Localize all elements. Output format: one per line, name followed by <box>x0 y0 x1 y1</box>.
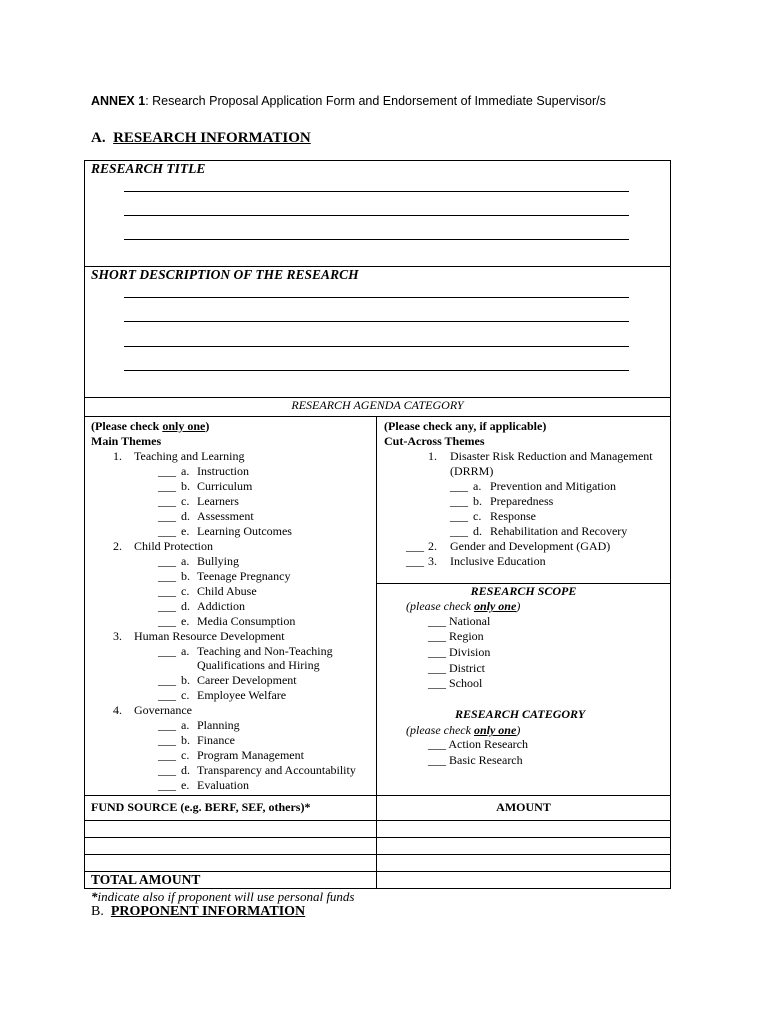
check-blank[interactable]: ___ <box>450 524 468 538</box>
check-blank[interactable]: ___ <box>158 464 176 478</box>
section-b-letter: B. <box>91 904 104 919</box>
item-letter: d. <box>181 599 190 613</box>
item-letter: a. <box>181 718 190 732</box>
theme-label: Child Protection <box>134 539 213 553</box>
check-blank[interactable]: ___ <box>158 644 176 658</box>
short-description-label: SHORT DESCRIPTION OF THE RESEARCH <box>91 267 359 282</box>
check-blank[interactable]: ___ <box>406 554 424 568</box>
check-blank[interactable]: ___ <box>158 763 176 777</box>
check-blank[interactable]: ___ <box>158 718 176 732</box>
theme-number: 4. <box>113 703 122 717</box>
item-label: Curriculum <box>197 479 253 493</box>
item-letter: a. <box>181 644 190 658</box>
amount-cell[interactable] <box>377 838 670 853</box>
item-label: Planning <box>197 718 240 732</box>
research-category-instruction: (please check only one) <box>406 723 521 737</box>
item-letter: c. <box>181 748 190 762</box>
item-letter: c. <box>181 688 190 702</box>
check-blank[interactable]: ___ <box>158 509 176 523</box>
main-themes-heading: Main Themes <box>91 434 162 448</box>
theme-label: Human Resource Development <box>134 629 285 643</box>
scope-option-district[interactable]: ___ District <box>428 661 485 675</box>
agenda-heading: RESEARCH AGENDA CATEGORY <box>291 398 464 412</box>
item-label: Learners <box>197 494 239 508</box>
item-letter: a. <box>181 554 190 568</box>
check-blank[interactable]: ___ <box>158 584 176 598</box>
theme-number: 3. <box>113 629 122 643</box>
fund-note: *indicate also if proponent will use personal funds <box>91 889 355 904</box>
item-letter: c. <box>473 509 482 523</box>
research-category-heading: RESEARCH CATEGORY <box>455 707 586 721</box>
scope-option-school[interactable]: ___ School <box>428 676 483 690</box>
fund-source-cell[interactable] <box>85 855 375 870</box>
item-label: Addiction <box>197 599 245 613</box>
theme-label-continued: (DRRM) <box>450 464 494 478</box>
check-blank[interactable]: ___ <box>158 479 176 493</box>
item-label: Response <box>490 509 536 523</box>
description-line[interactable] <box>124 297 629 298</box>
item-label: Employee Welfare <box>197 688 287 702</box>
check-blank[interactable]: ___ <box>158 688 176 702</box>
category-option-action-research[interactable]: ___ Action Research <box>428 737 528 751</box>
total-amount-cell[interactable] <box>377 872 670 888</box>
item-label: Instruction <box>197 464 249 478</box>
item-label: Media Consumption <box>197 614 296 628</box>
check-blank[interactable]: ___ <box>158 569 176 583</box>
scope-option-national[interactable]: ___ National <box>428 614 491 628</box>
item-letter: d. <box>473 524 482 538</box>
description-line[interactable] <box>124 370 629 371</box>
item-label: Preparedness <box>490 494 554 508</box>
fund-source-cell[interactable] <box>85 821 375 836</box>
item-label: Learning Outcomes <box>197 524 292 538</box>
theme-label: Gender and Development (GAD) <box>450 539 611 553</box>
item-letter: a. <box>473 479 482 493</box>
check-blank[interactable]: ___ <box>450 509 468 523</box>
section-b-title: PROPONENT INFORMATION <box>110 904 306 919</box>
amount-cell[interactable] <box>377 821 670 836</box>
description-line[interactable] <box>124 346 629 347</box>
research-title-line[interactable] <box>124 239 629 240</box>
item-letter: c. <box>181 494 190 508</box>
item-letter: d. <box>181 763 190 777</box>
item-label-continued: Qualifications and Hiring <box>197 658 320 672</box>
fund-source-label: FUND SOURCE (e.g. BERF, SEF, others)* <box>91 800 311 814</box>
item-letter: b. <box>473 494 482 508</box>
description-line[interactable] <box>124 321 629 322</box>
check-blank[interactable]: ___ <box>158 733 176 747</box>
annex-label: ANNEX 1 <box>91 94 146 108</box>
theme-label: Inclusive Education <box>450 554 546 568</box>
item-letter: b. <box>181 479 190 493</box>
item-label: Evaluation <box>197 778 249 792</box>
research-scope-instruction: (please check only one) <box>406 599 521 613</box>
theme-number: 3. <box>428 554 437 568</box>
check-blank[interactable]: ___ <box>450 494 468 508</box>
item-label: Transparency and Accountability <box>197 763 356 777</box>
check-blank[interactable]: ___ <box>406 539 424 553</box>
main-themes-instruction: (Please check only one) <box>91 419 210 433</box>
check-blank[interactable]: ___ <box>450 479 468 493</box>
theme-number: 1. <box>428 449 437 463</box>
item-label: Child Abuse <box>197 584 257 598</box>
scope-option-region[interactable]: ___ Region <box>428 629 484 643</box>
theme-number: 2. <box>113 539 122 553</box>
item-letter: e. <box>181 778 190 792</box>
check-blank[interactable]: ___ <box>158 614 176 628</box>
section-a-title: RESEARCH INFORMATION <box>113 130 311 146</box>
research-title-label: RESEARCH TITLE <box>91 161 206 176</box>
theme-label: Disaster Risk Reduction and Management <box>450 449 653 463</box>
research-title-line[interactable] <box>124 215 629 216</box>
amount-cell[interactable] <box>377 855 670 870</box>
item-label: Teaching and Non-Teaching <box>197 644 333 658</box>
theme-label: Governance <box>134 703 192 717</box>
annex-header <box>91 94 606 108</box>
cut-across-instruction: (Please check any, if applicable) <box>384 419 547 433</box>
theme-number: 1. <box>113 449 122 463</box>
category-option-basic-research[interactable]: ___ Basic Research <box>428 753 523 767</box>
item-letter: b. <box>181 673 190 687</box>
item-letter: c. <box>181 584 190 598</box>
item-letter: b. <box>181 733 190 747</box>
fund-source-cell[interactable] <box>85 838 375 853</box>
item-label: Prevention and Mitigation <box>490 479 616 493</box>
research-title-line[interactable] <box>124 191 629 192</box>
total-amount-label: TOTAL AMOUNT <box>91 872 201 887</box>
item-letter: e. <box>181 614 190 628</box>
check-blank[interactable]: ___ <box>158 748 176 762</box>
row-divider <box>84 795 671 796</box>
item-label: Career Development <box>197 673 297 687</box>
amount-label: AMOUNT <box>496 800 551 814</box>
theme-number: 2. <box>428 539 437 553</box>
item-label: Program Management <box>197 748 304 762</box>
item-label: Teenage Pregnancy <box>197 569 291 583</box>
section-b-heading <box>91 904 305 920</box>
row-divider <box>84 416 671 417</box>
item-label: Assessment <box>197 509 254 523</box>
section-a-heading <box>91 130 311 147</box>
item-label: Finance <box>197 733 235 747</box>
check-blank[interactable]: ___ <box>158 778 176 792</box>
item-letter: e. <box>181 524 190 538</box>
section-a-letter: A. <box>91 130 106 146</box>
research-scope-heading: RESEARCH SCOPE <box>470 584 577 598</box>
check-blank[interactable]: ___ <box>158 599 176 613</box>
check-blank[interactable]: ___ <box>158 494 176 508</box>
annex-title: : Research Proposal Application Form and Endorsement of Immediate Supervisor/s <box>145 94 606 108</box>
item-letter: d. <box>181 509 190 523</box>
column-divider <box>376 416 377 889</box>
theme-label: Teaching and Learning <box>134 449 245 463</box>
item-letter: a. <box>181 464 190 478</box>
cut-across-heading: Cut-Across Themes <box>384 434 485 448</box>
item-letter: b. <box>181 569 190 583</box>
item-label: Bullying <box>197 554 240 568</box>
check-blank[interactable]: ___ <box>158 673 176 687</box>
item-label: Rehabilitation and Recovery <box>490 524 628 538</box>
check-blank[interactable]: ___ <box>158 554 176 568</box>
check-blank[interactable]: ___ <box>158 524 176 538</box>
scope-option-division[interactable]: ___ Division <box>428 645 491 659</box>
